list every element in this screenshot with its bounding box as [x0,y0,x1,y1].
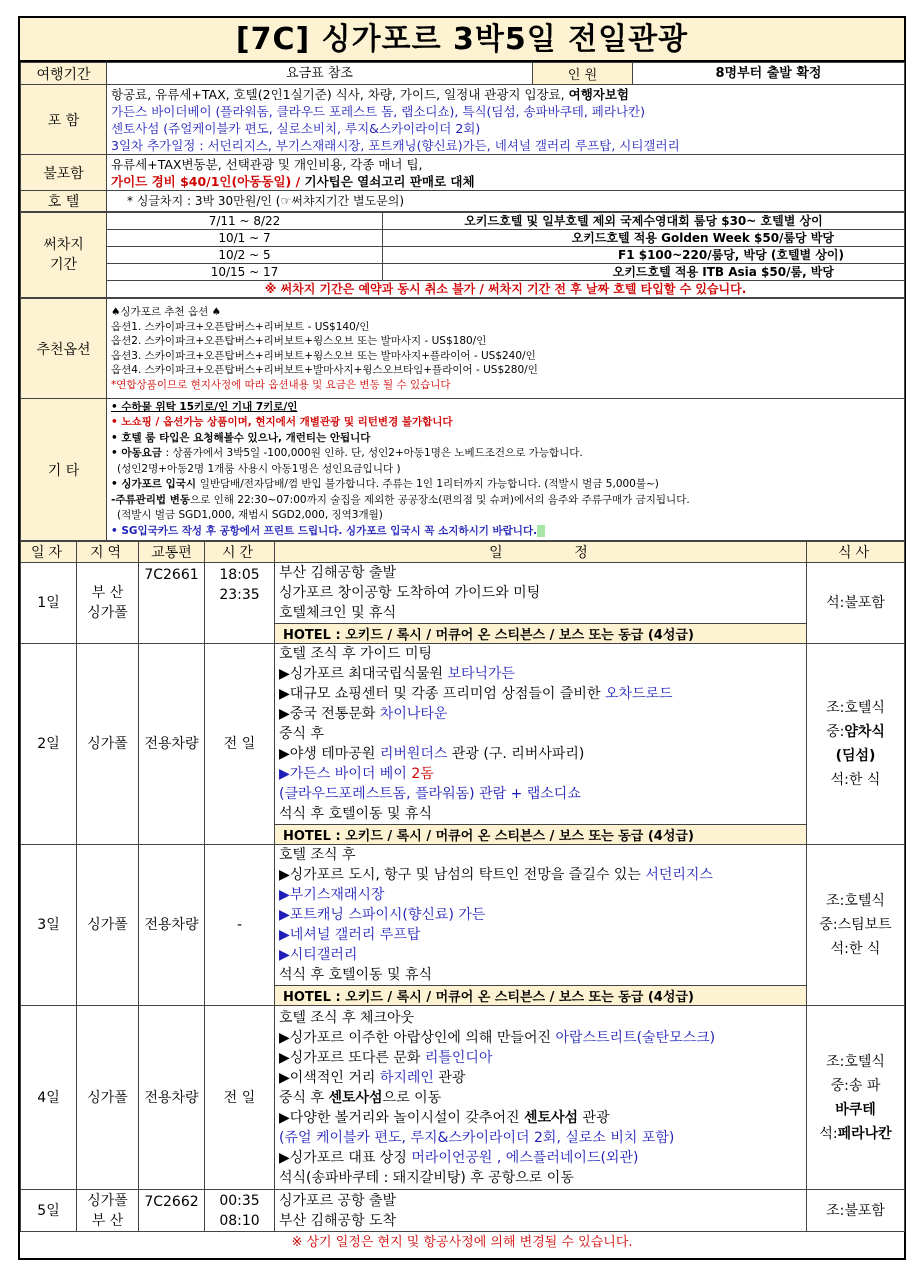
day-1: 1일 [21,563,77,644]
meal-dinner: 페라나칸 [837,1125,892,1142]
itinerary-line: ▶싱가포르 대표 상징 [279,1149,412,1166]
etc-liquor: 으로 인해 22:30~07:00까지 술집을 제외한 공공장소(편의점 및 슈퍼)에서의 음주와 주류구매가 금지됩니다. [190,493,690,506]
day-3: 3일 [21,845,77,1006]
meal-breakfast: 조:호텔식 [826,700,885,716]
itinerary-line: ▶싱가포르 또다른 문화 [279,1049,425,1066]
meal-lunch: 얌차식 [844,724,885,740]
day-itinerary [275,845,807,986]
meal-lunch-note: (딤섬) [835,748,876,764]
etc-child-label: • 아동요금 [111,447,166,460]
page-title: [7C] 싱가포르 3박5일 전일관광 [20,18,904,62]
surcharge-desc: F1 $100~220/룸당, 박당 (호텔별 상이) [383,247,905,264]
itinerary-line: ▶대규모 쇼핑센터 및 각종 프리미엄 상점들이 즐비한 [279,686,605,702]
day-time: 전 일 [205,1006,275,1190]
etc-content [107,399,905,541]
etc-sgcard: • SG입국카드 작성 후 공항에서 프린트 드립니다. 싱가포르 입국시 꼭 소지하시기 바랍니다. [111,524,538,537]
surcharge-date: 10/15 ~ 17 [107,264,383,281]
include-content [107,85,905,155]
place-name: 센토사섬 [523,1109,579,1126]
day-itinerary [275,563,807,624]
itinerary-line: ▶싱가포르 도시, 항구 및 남섬의 탁트인 전망을 즐길수 있는 [279,867,646,883]
surcharge-table [20,212,905,298]
day-time: 전 일 [205,644,275,845]
day-transport: 7C2661 [139,563,205,644]
col-day: 일자 [21,542,77,563]
etc-entry-label: • 싱가포르 입국시 [111,478,200,491]
itinerary-line: ▶싱가포르 최대국립식물원 [279,666,448,682]
meal-dinner-label: 석: [819,1125,838,1142]
meal-lunch-note: 바쿠테 [835,1101,876,1118]
itinerary-line: 싱가포르 창이공항 도착하여 가이드와 미팅 [279,585,541,601]
surcharge-desc: 오키드호텔 적용 Golden Week $50/룸당 박당 [383,230,905,247]
place-name: 오차드로드 [604,686,673,702]
option-item: 옵션1. 스카이파크+오픈탑버스+리버보트 - US$140/인 [111,320,370,333]
itinerary-line: 호텔 조식 후 [279,847,356,863]
place-name: 리버원더스 [379,746,448,762]
itinerary-line: 석식(송파바쿠테 : 돼지갈비탕) 후 공항으로 이동 [279,1169,574,1186]
meal-lunch: 중:송 파 [830,1077,881,1094]
etc-child: : 상품가에서 3박5일 -100,000원 인하. 단, 성인2+아동1명은 노베드조건으로 가능합니다. [165,447,583,460]
place-name: 보타닉가든 [447,666,516,682]
itinerary-line: ▶부기스재래시장 [279,887,385,903]
day-itinerary [275,644,807,825]
day-meal [807,845,905,1006]
col-transport: 교통편 [139,542,205,563]
day-meal [807,644,905,845]
place-name: ▶가든스 바이더 베이 [279,766,412,782]
day-meal: 조:불포함 [807,1190,905,1232]
day-region: 부 산 싱가폴 [77,563,139,644]
day-4: 4일 [21,1006,77,1190]
itinerary-line: 석식 후 호텔이동 및 휴식 [279,806,433,822]
options-label: 추천옵션 [21,299,107,399]
place-name: 아랍스트리트(술탄모스크) [555,1029,716,1046]
itinerary-line: ▶네셔널 갤러리 루프탑 [279,927,421,943]
meal-lunch-label: 중: [826,724,845,740]
col-region: 지역 [77,542,139,563]
place-name: 하지레인 [379,1069,434,1086]
etc-label: 기 타 [21,399,107,541]
itinerary-sheet [18,16,906,1260]
etc-baggage: • 수하물 위탁 15키로/인 기내 7키로/인 [111,400,298,413]
surcharge-desc: 오키드호텔 적용 ITB Asia $50/룸, 박당 [383,264,905,281]
itinerary-line: (클라우드포레스트돔, 플라워돔) 관람 + 랩소디쇼 [279,786,581,802]
day-transport: 7C2662 [139,1190,205,1232]
include-line2: 가든스 바이더베이 (플라워돔, 클라우드 포레스트 돔, 랩소디쇼), 특식(딤섬, 송파바쿠테, 페라나칸) [111,103,645,119]
itinerary-line: 부산 김해공항 도착 [279,1212,397,1229]
meal-dinner: 석:한 식 [830,772,881,788]
day-region: 싱가폴 부 산 [77,1190,139,1232]
surcharge-desc: 오키드호텔 및 일부호텔 제외 국제수영대회 룸당 $30~ 호텔별 상이 [383,213,905,230]
exclude-label: 불포함 [21,155,107,191]
day-itinerary [275,1190,807,1232]
itinerary-line: 관광 [433,1069,466,1086]
meal-lunch: 중:스팀보트 [819,917,892,933]
surcharge-date: 10/1 ~ 7 [107,230,383,247]
surcharge-date: 10/2 ~ 5 [107,247,383,264]
day-region: 싱가폴 [77,1006,139,1190]
people-value: 8명부터 출발 확정 [633,63,905,85]
etc-liquor-label: -주류관리법 변동 [111,493,191,506]
itinerary-line: ▶중국 전통문화 [279,706,380,722]
col-meal: 식사 [807,542,905,563]
itinerary-line: 호텔 조식 후 체크아웃 [279,1009,415,1026]
place-name: 리틀인디아 [424,1049,493,1066]
day-region: 싱가폴 [77,644,139,845]
highlight-mark [537,525,545,537]
itinerary-line: ▶싱가포르 이주한 아랍상인에 의해 만들어진 [279,1029,556,1046]
etc-roomtype: • 호텔 룸 타입은 요청해볼수 있으나, 개런티는 안됩니다 [111,431,371,444]
itinerary-line: 으로 이동 [382,1089,442,1106]
period-value: 요금표 참조 [107,63,533,85]
etc-child-note: (성인2명+아동2명 1개룸 사용시 아동1명은 성인요금입니다 ) [117,462,401,475]
include-line1: 항공료, 유류세+TAX, 호텔(2인1실기준) 식사, 차량, 가이드, 일정내 관광지 입장료, [111,86,569,102]
options-heading: ♠싱가포르 추천 옵션 ♠ [111,306,221,318]
itinerary-line: 중식 후 [279,1089,329,1106]
itinerary-line: ▶다양한 볼거리와 놀이시설이 갖추어진 [279,1109,524,1126]
etc-noshopping: • 노쇼핑 / 옵션가능 상품이며, 현지에서 개별관광 및 리턴변경 불가합니다 [111,416,453,429]
itinerary-line: ▶포트캐닝 스파이시(향신료) 가든 [279,907,486,923]
day-meal [807,1006,905,1190]
place-name: 서던리지스 [645,867,713,883]
col-itinerary: 일 정 [275,542,807,563]
meal-dinner: 석:한 식 [830,941,881,957]
surcharge-date: 7/11 ~ 8/22 [107,213,383,230]
include-label: 포 함 [21,85,107,155]
itinerary-line: ▶시티갤러리 [279,947,358,963]
itinerary-line: 호텔체크인 및 휴식 [279,605,397,621]
hotel-value: * 싱글차지 : 3박 30만원/인 (☞써챠지기간 별도문의) [107,191,905,212]
period-label: 여행기간 [21,63,107,85]
day-5: 5일 [21,1190,77,1232]
hotel-line: HOTEL : 오키드 / 록시 / 머큐어 온 스티븐스 / 보스 또는 동급 (4성급) [275,624,807,644]
hotel-line: HOTEL : 오키드 / 록시 / 머큐어 온 스티븐스 / 보스 또는 동급 (4성급) [275,986,807,1006]
day-2: 2일 [21,644,77,845]
dome-count: 2돔 [411,766,434,782]
itinerary-line: 관광 (구. 리버사파리) [447,746,585,762]
day-time: 00:35 08:10 [205,1190,275,1232]
include-line3: 센토사섬 (쥬얼케이블카 편도, 실로소비치, 루지&스카이라이더 2회) [111,120,481,136]
day-meal: 석:불포함 [807,563,905,644]
include-line4: 3일차 추가일정 : 서던리지스, 부기스재래시장, 포트캐닝(향신료)가든, 네셔널 갤러리 루프탑, 시티갤러리 [111,137,680,153]
exclude-content [107,155,905,191]
surcharge-label: 써차지 기간 [21,213,107,298]
itinerary-line: 싱가포르 공항 출발 [279,1192,397,1209]
itinerary-line: 부산 김해공항 출발 [279,565,397,581]
place-name: 센토사섬 [328,1089,383,1106]
day-time: 18:05 23:35 [205,563,275,644]
hotel-label: 호 텔 [21,191,107,212]
option-item: 옵션4. 스카이파크+오픈탑버스+리버보트+발마사지+윙스오브타임+플라이어 - US$280/인 [111,364,538,376]
people-label: 인 원 [533,63,633,85]
schedule-table [20,541,905,1232]
options-content [107,299,905,399]
itinerary-line: ▶이색적인 거리 [279,1069,380,1086]
exclude-line1: 유류세+TAX변동분, 선택관광 및 개인비용, 각종 매너 팁, [111,156,423,172]
surcharge-note: ※ 써차지 기간은 예약과 동시 취소 불가 / 써차지 기간 전 후 날짜 호텔 타입할 수 있습니다. [107,281,905,298]
etc-entry: 일반담배/전자담배/껌 반입 불가합니다. 주류는 1인 1리터까지 가능합니다. (적발시 벌금 5,000불~) [199,478,659,491]
driver-tip: 기사팁은 열쇠고리 판매로 대체 [304,173,475,189]
etc-fine: (적발시 벌금 SGD1,000, 재범시 SGD2,000, 징역3개월) [117,509,383,522]
footer-note: ※ 상기 일정은 현지 및 항공사정에 의해 변경될 수 있습니다. [291,1235,633,1250]
col-time: 시간 [205,542,275,563]
itinerary-line: ▶야생 테마공원 [279,746,380,762]
options-table [20,298,905,541]
option-item: 옵션3. 스카이파크+오픈탑버스+리버보트+윙스오브 또는 발마사지+플라이어 - US$240/인 [111,349,536,362]
day-time: - [205,845,275,1006]
itinerary-line: 관광 [578,1109,610,1126]
option-item: 옵션2. 스카이파크+오픈탑버스+리버보트+윙스오브 또는 발마사지 - US$180/인 [111,335,487,347]
include-insurance: 여행자보험 [568,86,630,102]
place-name: 차이나타운 [379,706,448,722]
meal-breakfast: 조:호텔식 [826,893,885,909]
itinerary-line: 석식 후 호텔이동 및 휴식 [279,967,433,983]
itinerary-line: 중식 후 [279,726,325,742]
guide-fee: 가이드 경비 $40/1인(아동동일) / [111,173,305,189]
day-transport: 전용차량 [139,1006,205,1190]
hotel-line: HOTEL : 오키드 / 록시 / 머큐어 온 스티븐스 / 보스 또는 동급 (4성급) [275,825,807,845]
day-transport: 전용차량 [139,644,205,845]
place-name: 머라이언공원 , 에스플러네이드(외관) [411,1149,639,1166]
options-note: *연합상품이므로 현지사정에 따라 옵션내용 및 요금은 변동 될 수 있습니다 [111,378,451,391]
day-region: 싱가폴 [77,845,139,1006]
info-table [20,62,905,212]
meal-breakfast: 조:호텔식 [826,1053,885,1070]
itinerary-line: (쥬얼 케이블카 편도, 루지&스카이라이더 2회, 실로소 비치 포함) [279,1129,675,1146]
day-transport: 전용차량 [139,845,205,1006]
day-itinerary [275,1006,807,1190]
itinerary-line: 호텔 조식 후 가이드 미팅 [279,646,433,662]
